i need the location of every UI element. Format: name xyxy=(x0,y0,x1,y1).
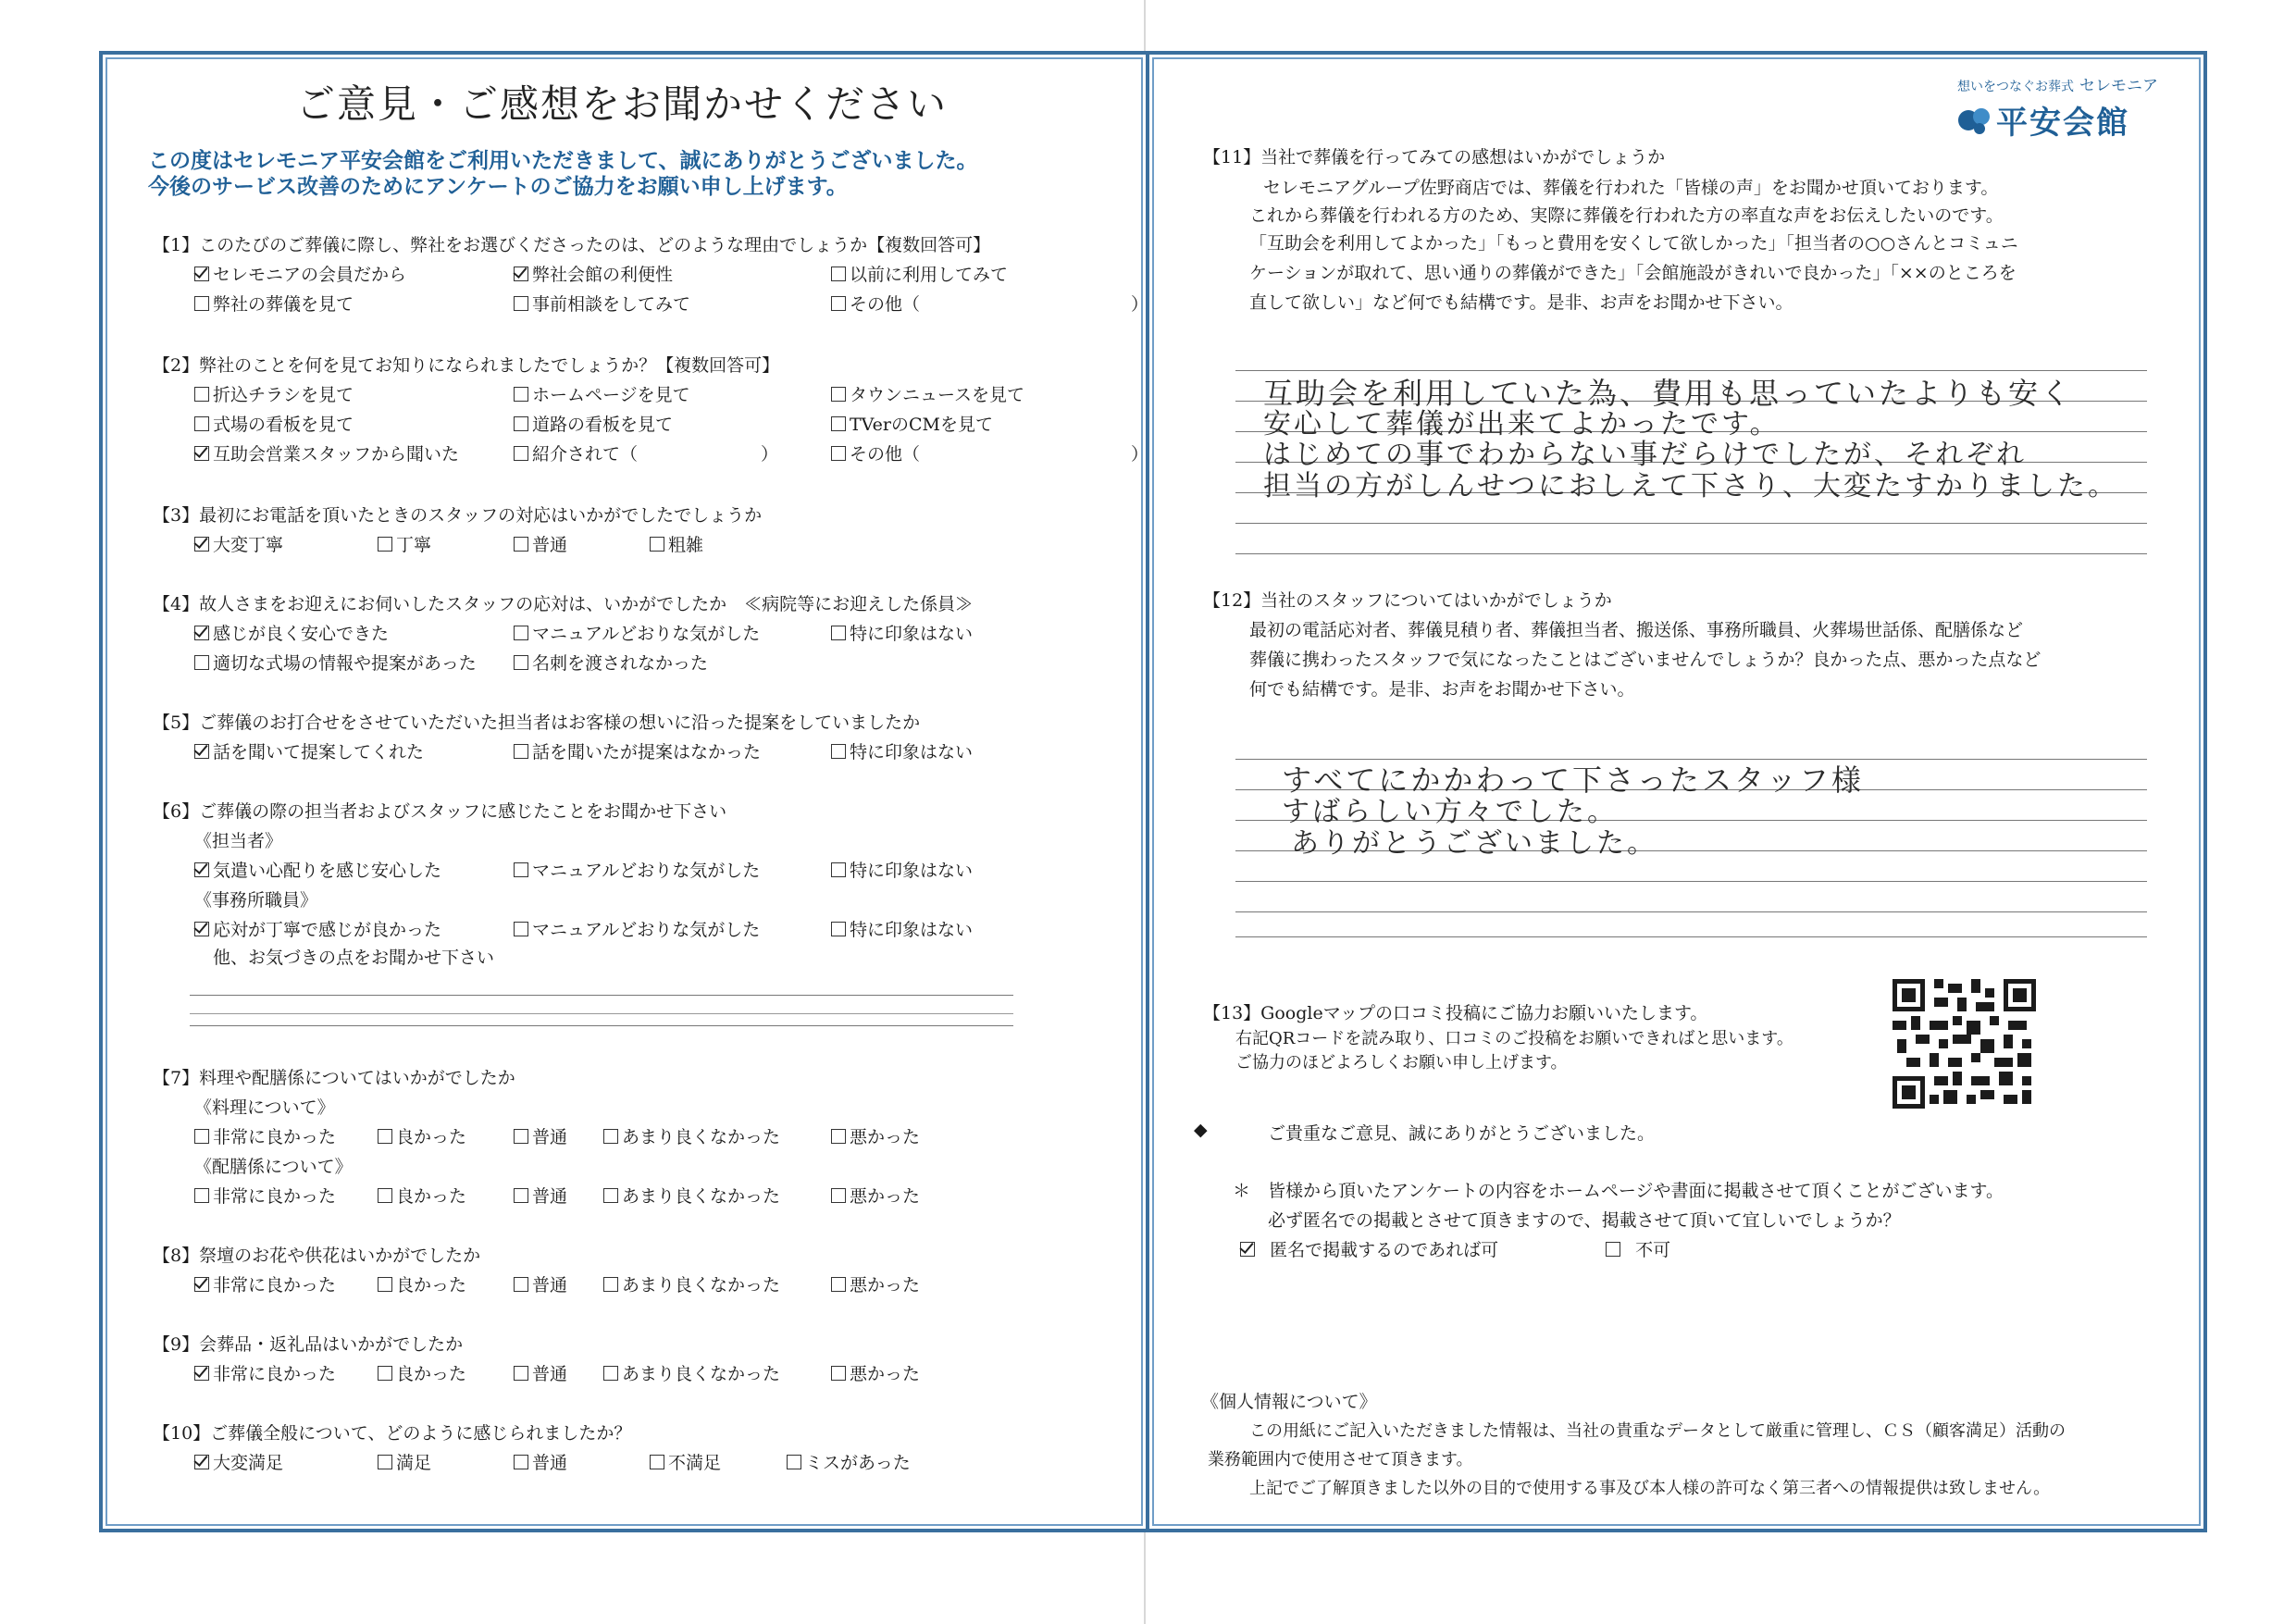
handwritten-answer-line: 互助会を利用していた為、費用も思っていたよりも安く xyxy=(1263,376,2074,411)
option-label: 事前相談をしてみて xyxy=(532,294,691,315)
q6-option[interactable] xyxy=(194,857,441,882)
option-label: 普通 xyxy=(532,1364,568,1384)
checkbox-icon xyxy=(378,1188,392,1203)
handwritten-answer-line: はじめての事でわからない事だらけでしたが、それぞれ xyxy=(1263,439,2027,471)
q2-option[interactable] xyxy=(194,381,354,406)
question-1: 【1】このたびのご葬儀に際し、弊社をお選びくださったのは、どのような理由でしょうか【複数回答可】 xyxy=(153,235,991,255)
q2-option[interactable] xyxy=(514,440,778,465)
option-label: 非常に良かった xyxy=(213,1275,337,1295)
q11-body-line: セレモニアグループ佐野商店では、葬儀を行われた「皆様の声」をお聞かせ頂いております。 xyxy=(1263,178,1999,198)
option-label: あまり良くなかった xyxy=(622,1275,781,1295)
checkbox-icon xyxy=(831,1129,846,1144)
question-13: 【13】Googleマップの口コミ投稿にご協力お願いいたします。 xyxy=(1203,1003,1708,1023)
option-label: 話を聞いて提案してくれた xyxy=(213,742,425,762)
q2-option[interactable] xyxy=(831,440,1148,465)
checkbox-icon xyxy=(831,387,846,402)
checkbox-icon xyxy=(831,267,846,281)
q11-body-line: ケーションが取れて、思い通りの葬儀ができた」「会館施設がきれいで良かった」「××のところを xyxy=(1249,263,2017,283)
handwritten-answer-line: すべてにかかわって下さったスタッフ様 xyxy=(1282,762,1865,798)
q1-option[interactable] xyxy=(831,261,1008,286)
checkbox-icon xyxy=(194,387,209,402)
q5-option[interactable] xyxy=(514,738,761,763)
option-label: ホームページを見て xyxy=(532,385,690,405)
option-label: 特に印象はない xyxy=(850,861,974,881)
privacy-heading: 《個人情報について》 xyxy=(1201,1392,1377,1412)
checkbox-icon xyxy=(514,446,528,461)
handwritten-answer-line: ありがとうございました。 xyxy=(1291,827,1657,860)
q7-option[interactable] xyxy=(603,1123,780,1148)
checkbox-icon xyxy=(378,1129,392,1144)
option-label: 感じが良く安心できた xyxy=(213,624,390,644)
privacy-body-line: この用紙にご記入いただきました情報は、当社の貴重なデータとして厳重に管理し、ＣＳ（顧客満足）活動の xyxy=(1249,1421,2066,1441)
q7-subheading-food: 《料理について》 xyxy=(194,1097,335,1118)
logo-tagline: 想いをつなぐお葬式 xyxy=(1957,80,2074,94)
q1-option[interactable] xyxy=(514,291,690,316)
q9-option[interactable] xyxy=(514,1360,567,1385)
answer-line[interactable] xyxy=(190,995,1013,996)
option-label: 特に印象はない xyxy=(850,624,974,644)
checkbox-icon xyxy=(514,1277,528,1292)
intro-line-1: この度はセレモニア平安会館をご利用いただきまして、誠にありがとうございました。 xyxy=(148,148,978,173)
option-label: マニュアルどおりな気がした xyxy=(532,861,761,881)
q7-option[interactable] xyxy=(194,1183,336,1208)
logo-mark-icon xyxy=(1957,104,1991,137)
question-7: 【7】料理や配膳係についてはいかがでしたか xyxy=(153,1068,515,1088)
q2-option[interactable] xyxy=(831,411,993,436)
q13-body-line: ご協力のほどよろしくお願い申し上げます。 xyxy=(1235,1053,1568,1072)
q3-option[interactable] xyxy=(194,531,283,556)
q9-option[interactable] xyxy=(378,1360,466,1385)
option-label: あまり良くなかった xyxy=(622,1364,781,1384)
checkbox-icon xyxy=(603,1277,618,1292)
option-label: 式場の看板を見て xyxy=(213,415,354,435)
q6-subheading-office: 《事務所職員》 xyxy=(194,890,318,911)
q8-option[interactable] xyxy=(378,1271,466,1296)
option-label: 良かった xyxy=(396,1275,467,1295)
q7-option[interactable] xyxy=(603,1183,780,1208)
option-label: 良かった xyxy=(396,1364,467,1384)
checkbox-icon xyxy=(1606,1242,1620,1257)
q4-option[interactable] xyxy=(831,620,973,645)
option-label: あまり良くなかった xyxy=(622,1186,781,1207)
q7-option[interactable] xyxy=(194,1123,336,1148)
checkbox-icon xyxy=(514,1366,528,1381)
option-label: マニュアルどおりな気がした xyxy=(532,624,761,644)
checkbox-icon xyxy=(831,296,846,311)
option-label: ミスがあった xyxy=(805,1453,911,1473)
option-label: 弊社の葬儀を見て xyxy=(213,294,354,315)
option-label: 特に印象はない xyxy=(850,920,974,940)
option-label: 折込チラシを見て xyxy=(213,385,354,405)
checkbox-icon xyxy=(514,387,528,402)
answer-line[interactable] xyxy=(190,1025,1013,1026)
checkbox-icon xyxy=(194,862,209,877)
q7-option[interactable] xyxy=(378,1123,466,1148)
checkbox-icon xyxy=(194,1455,209,1469)
qr-code-icon[interactable] xyxy=(1893,979,2036,1109)
checkbox-icon xyxy=(194,537,209,552)
option-label: 弊社会館の利便性 xyxy=(532,265,674,285)
checkbox-icon xyxy=(603,1188,618,1203)
answer-line[interactable] xyxy=(1235,553,2147,554)
question-10: 【10】ご葬儀全般について、どのように感じられましたか？ xyxy=(153,1423,632,1444)
option-label: 普通 xyxy=(532,535,568,555)
q9-option[interactable] xyxy=(831,1360,920,1385)
q12-body-line: 葬儀に携わったスタッフで気になったことはございませんでしょうか？良かった点、悪かった点など xyxy=(1249,650,2042,670)
option-label: 普通 xyxy=(532,1127,568,1147)
answer-line[interactable] xyxy=(190,1013,1013,1014)
checkbox-icon xyxy=(831,446,846,461)
checkbox-icon xyxy=(787,1455,801,1469)
q8-option[interactable] xyxy=(831,1271,920,1296)
checkbox-icon xyxy=(831,416,846,431)
q10-option[interactable] xyxy=(194,1449,283,1474)
q6-option[interactable] xyxy=(514,916,760,941)
option-label: 以前に利用してみて xyxy=(850,265,1009,285)
option-label: 良かった xyxy=(396,1186,467,1207)
option-label: 普通 xyxy=(532,1275,568,1295)
checkbox-icon xyxy=(194,416,209,431)
intro-line-2: 今後のサービス改善のためにアンケートのご協力をお願い申し上げます。 xyxy=(148,174,848,199)
asterisk-icon: ＊ xyxy=(1233,1181,1251,1201)
q6-option[interactable] xyxy=(514,857,760,882)
checkbox-icon xyxy=(194,267,209,281)
checkbox-icon xyxy=(831,1277,846,1292)
checkbox-icon xyxy=(378,1455,392,1469)
option-label: 普通 xyxy=(532,1186,568,1207)
option-label: 非常に良かった xyxy=(213,1364,337,1384)
q9-option[interactable] xyxy=(194,1360,336,1385)
option-label: 大変丁寧 xyxy=(213,535,284,555)
publish-option-decline[interactable] xyxy=(1606,1236,1670,1261)
option-label: マニュアルどおりな気がした xyxy=(532,920,761,940)
answer-line[interactable] xyxy=(1235,911,2147,912)
option-label: 紹介されて（ ） xyxy=(532,444,779,465)
checkbox-icon xyxy=(378,1366,392,1381)
option-label: タウンニュースを見て xyxy=(850,385,1025,405)
q6-option[interactable] xyxy=(194,916,441,941)
checkbox-icon xyxy=(194,744,209,759)
option-label: あまり良くなかった xyxy=(622,1127,781,1147)
option-label: 丁寧 xyxy=(396,535,432,555)
handwritten-answer-line: すばらしい方々でした。 xyxy=(1282,796,1618,828)
q3-option[interactable] xyxy=(514,531,567,556)
question-12: 【12】当社のスタッフについてはいかがでしょうか xyxy=(1203,590,1612,611)
option-label: その他（ ） xyxy=(850,444,1149,465)
option-label: 良かった xyxy=(396,1127,467,1147)
q8-option[interactable] xyxy=(514,1271,567,1296)
question-9: 【9】会葬品・返礼品はいかがでしたか xyxy=(153,1334,464,1355)
q7-option[interactable] xyxy=(831,1123,920,1148)
q8-option[interactable] xyxy=(603,1271,780,1296)
option-label: 満足 xyxy=(396,1453,432,1473)
option-label: 大変満足 xyxy=(213,1453,284,1473)
checkbox-icon xyxy=(603,1366,618,1381)
handwritten-answer-line: 担当の方がしんせつにおしえて下さり、大変たすかりました。 xyxy=(1263,470,2118,502)
question-11: 【11】当社で葬儀を行ってみての感想はいかがでしょうか xyxy=(1203,147,1666,167)
option-label: 不可 xyxy=(1635,1240,1671,1260)
q3-option[interactable] xyxy=(378,531,431,556)
q2-option[interactable] xyxy=(514,381,690,406)
question-8: 【8】祭壇のお花や供花はいかがでしたか xyxy=(153,1246,481,1266)
checkbox-icon xyxy=(514,537,528,552)
checkbox-icon xyxy=(514,1129,528,1144)
answer-line[interactable] xyxy=(1235,881,2147,882)
checkbox-icon xyxy=(514,655,528,670)
checkbox-icon xyxy=(194,1277,209,1292)
q2-option[interactable] xyxy=(194,411,354,436)
q2-option[interactable] xyxy=(831,381,1024,406)
checkbox-icon xyxy=(378,537,392,552)
checkbox-icon xyxy=(831,1188,846,1203)
q4-option[interactable] xyxy=(514,650,708,675)
answer-line[interactable] xyxy=(1235,936,2147,937)
q11-body-line: これから葬儀を行われる方のため、実際に葬儀を行われた方の率直な声をお伝えしたいのです。 xyxy=(1249,205,2004,226)
q6-other-prompt: 他、お気づきの点をお聞かせ下さい xyxy=(213,948,495,968)
checkbox-icon xyxy=(514,416,528,431)
checkbox-icon xyxy=(194,1129,209,1144)
checkbox-icon xyxy=(1240,1242,1255,1257)
checkbox-icon xyxy=(514,1455,528,1469)
option-label: 悪かった xyxy=(850,1186,921,1207)
question-5: 【5】ご葬儀のお打合せをさせていただいた担当者はお客様の想いに沿った提案をしていましたか xyxy=(153,713,921,733)
option-label: 名刺を渡されなかった xyxy=(532,653,709,674)
q7-option[interactable] xyxy=(378,1183,466,1208)
q7-subheading-serving: 《配膳係について》 xyxy=(194,1157,353,1177)
checkbox-icon xyxy=(194,1188,209,1203)
company-logo xyxy=(1957,72,2158,143)
q5-option[interactable] xyxy=(194,738,424,763)
checkbox-icon xyxy=(378,1277,392,1292)
q1-option[interactable] xyxy=(514,261,673,286)
question-2: 【2】弊社のことを何を見てお知りになられましたでしょうか？【複数回答可】 xyxy=(153,355,780,376)
q8-option[interactable] xyxy=(194,1271,336,1296)
logo-name: 平安会館 xyxy=(1996,105,2129,142)
option-label: 非常に良かった xyxy=(213,1127,337,1147)
q1-option[interactable] xyxy=(194,291,354,316)
publish-notice-line: 必ず匿名での掲載とさせて頂きますので、掲載させて頂いて宜しいでしょうか？ xyxy=(1268,1210,1901,1231)
checkbox-icon xyxy=(831,922,846,936)
q1-option[interactable] xyxy=(831,291,1148,316)
checkbox-icon xyxy=(194,922,209,936)
handwritten-answer-line: 安心して葬儀が出来てよかったです。 xyxy=(1263,408,1781,440)
logo-brand: セレモニア xyxy=(2079,77,2158,95)
checkbox-icon xyxy=(514,862,528,877)
q10-option[interactable] xyxy=(787,1449,911,1474)
q6-option[interactable] xyxy=(831,857,973,882)
q7-option[interactable] xyxy=(831,1183,920,1208)
option-label: 応対が丁寧で感じが良かった xyxy=(213,920,442,940)
checkbox-icon xyxy=(603,1129,618,1144)
option-label: 悪かった xyxy=(850,1127,921,1147)
checkbox-icon xyxy=(514,1188,528,1203)
checkbox-icon xyxy=(514,744,528,759)
option-label: 悪かった xyxy=(850,1275,921,1295)
checkbox-icon xyxy=(514,267,528,281)
q12-body-line: 何でも結構です。是非、お声をお聞かせ下さい。 xyxy=(1249,679,1635,700)
checkbox-icon xyxy=(831,862,846,877)
publish-option-anonymous[interactable] xyxy=(1240,1236,1498,1261)
q10-option[interactable] xyxy=(378,1449,431,1474)
privacy-body-line: 業務範囲内で使用させて頂きます。 xyxy=(1208,1450,1473,1469)
q1-option[interactable] xyxy=(194,261,406,286)
checkbox-icon xyxy=(831,1366,846,1381)
checkbox-icon xyxy=(650,1455,664,1469)
question-4: 【4】故人さまをお迎えにお伺いしたスタッフの応対は、いかがでしたか ≪病院等にお迎えした係員≫ xyxy=(153,594,974,614)
checkbox-icon xyxy=(194,1366,209,1381)
q3-option[interactable] xyxy=(650,531,703,556)
diamond-bullet-icon: ◆ xyxy=(1194,1120,1208,1140)
option-label: 互助会営業スタッフから聞いた xyxy=(213,444,460,465)
q12-body-line: 最初の電話応対者、葬儀見積り者、葬儀担当者、搬送係、事務所職員、火葬場世話係、配膳係など xyxy=(1249,620,2024,640)
privacy-body-line: 上記でご了解頂きました以外の目的で使用する事及び本人様の許可なく第三者への情報提供は致しません。 xyxy=(1249,1479,2051,1498)
publish-notice-line: 皆様から頂いたアンケートの内容をホームページや書面に掲載させて頂くことがございます。 xyxy=(1268,1181,2004,1201)
q4-option[interactable] xyxy=(194,650,477,675)
checkbox-icon xyxy=(650,537,664,552)
q9-option[interactable] xyxy=(603,1360,780,1385)
q11-body-line: 「互助会を利用してよかった」「もっと費用を安くして欲しかった」「担当者の○○さんとコミュニ xyxy=(1249,233,2018,254)
option-label: その他（ ） xyxy=(850,294,1149,315)
option-label: 特に印象はない xyxy=(850,742,974,762)
q5-option[interactable] xyxy=(831,738,973,763)
q7-option[interactable] xyxy=(514,1123,567,1148)
checkbox-icon xyxy=(514,296,528,311)
answer-line[interactable] xyxy=(1235,523,2147,524)
q11-body-line: 直して欲しい」など何でも結構です。是非、お声をお聞かせ下さい。 xyxy=(1249,292,1793,313)
checkbox-icon xyxy=(831,744,846,759)
q7-option[interactable] xyxy=(514,1183,567,1208)
checkbox-icon xyxy=(831,626,846,640)
checkbox-icon xyxy=(514,922,528,936)
checkbox-icon xyxy=(514,626,528,640)
option-label: 匿名で掲載するのであれば可 xyxy=(1270,1240,1499,1260)
q4-option[interactable] xyxy=(194,620,389,645)
option-label: 普通 xyxy=(532,1453,568,1473)
option-label: 道路の看板を見て xyxy=(532,415,674,435)
question-3: 【3】最初にお電話を頂いたときのスタッフの対応はいかがでしたでしょうか xyxy=(153,505,763,526)
page-title: ご意見・ご感想をお聞かせください xyxy=(296,81,949,127)
checkbox-icon xyxy=(194,296,209,311)
option-label: 話を聞いたが提案はなかった xyxy=(532,742,762,762)
q13-body-line: 右記QRコードを読み取り、口コミのご投稿をお願いできればと思います。 xyxy=(1235,1029,1793,1048)
q6-option[interactable] xyxy=(831,916,973,941)
question-6: 【6】ご葬儀の際の担当者およびスタッフに感じたことをお聞かせ下さい xyxy=(153,801,727,822)
q2-option[interactable] xyxy=(514,411,673,436)
checkbox-icon xyxy=(194,626,209,640)
q2-option[interactable] xyxy=(194,440,459,465)
q10-option[interactable] xyxy=(514,1449,567,1474)
q6-subheading-staff: 《担当者》 xyxy=(194,831,283,851)
option-label: 気遣い心配りを感じ安心した xyxy=(213,861,442,881)
option-label: 適切な式場の情報や提案があった xyxy=(213,653,477,674)
option-label: 非常に良かった xyxy=(213,1186,337,1207)
thanks-message: ご貴重なご意見、誠にありがとうございました。 xyxy=(1268,1123,1656,1144)
q10-option[interactable] xyxy=(650,1449,721,1474)
option-label: 悪かった xyxy=(850,1364,921,1384)
option-label: 不満足 xyxy=(668,1453,722,1473)
q4-option[interactable] xyxy=(514,620,760,645)
option-label: セレモニアの会員だから xyxy=(213,265,407,285)
option-label: 粗雑 xyxy=(668,535,704,555)
checkbox-icon xyxy=(194,655,209,670)
option-label: TVerのCMを見て xyxy=(850,415,993,435)
checkbox-icon xyxy=(194,446,209,461)
